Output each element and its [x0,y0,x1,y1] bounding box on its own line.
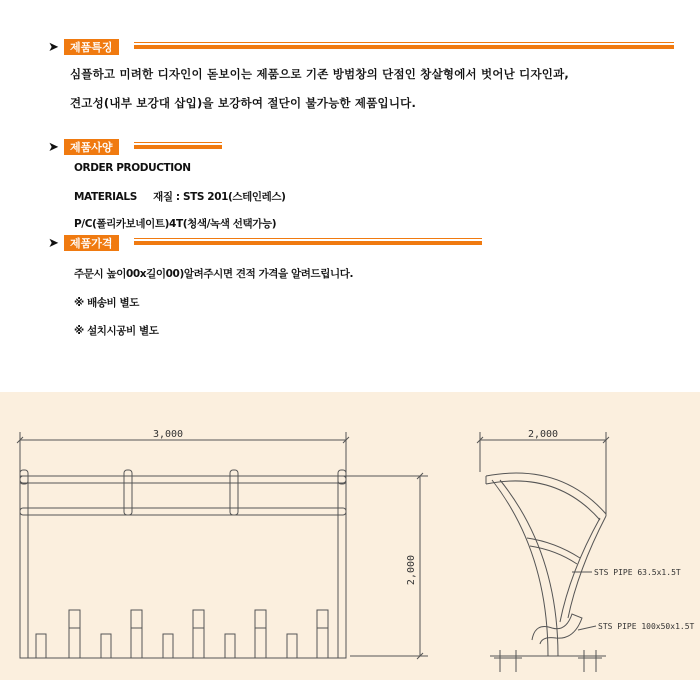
specs-header [48,138,222,156]
specs-line-2: MATERIALS 재질 : STS 201(스테인레스) [74,191,286,203]
features-line-2: 견고성(내부 보강대 삽입)을 보강하여 절단이 불가능한 제품입니다. [70,96,417,110]
pipe-label-1: STS PIPE 63.5x1.5T [594,568,681,577]
features-rule [134,45,674,49]
specs-title: 제품사양 [64,139,119,155]
price-line-2: ※ 배송비 별도 [74,297,140,309]
arrow-right-icon: ➤ [48,139,59,155]
arrow-right-icon: ➤ [48,39,59,55]
price-line-1: 주문시 높이00x길이00)알려주시면 견적 가격을 알려드립니다. [74,268,354,280]
specs-line-1: ORDER PRODUCTION [74,162,191,174]
price-line-3: ※ 설치시공비 별도 [74,325,159,337]
price-rule [134,241,482,245]
specs-line-3: P/C(폴리카보네이트)4T(청색/녹색 선택가능) [74,218,277,230]
pipe-label-2: STS PIPE 100x50x1.5T [598,622,695,631]
bike-rack-drawing [0,392,700,680]
arrow-right-icon: ➤ [48,235,59,251]
price-header [48,234,482,252]
side-width-label: 2,000 [527,429,559,440]
price-title: 제품가격 [64,235,119,251]
front-width-label: 3,000 [152,429,184,440]
features-header [48,38,674,56]
specs-rule [134,145,222,149]
features-title: 제품특징 [64,39,119,55]
drawing-panel [0,392,700,680]
features-line-1: 심플하고 미려한 디자인이 돋보이는 제품으로 기존 방범창의 단점인 창살형에서 벗어난 디자인과, [70,67,569,81]
height-label: 2,000 [406,554,417,586]
